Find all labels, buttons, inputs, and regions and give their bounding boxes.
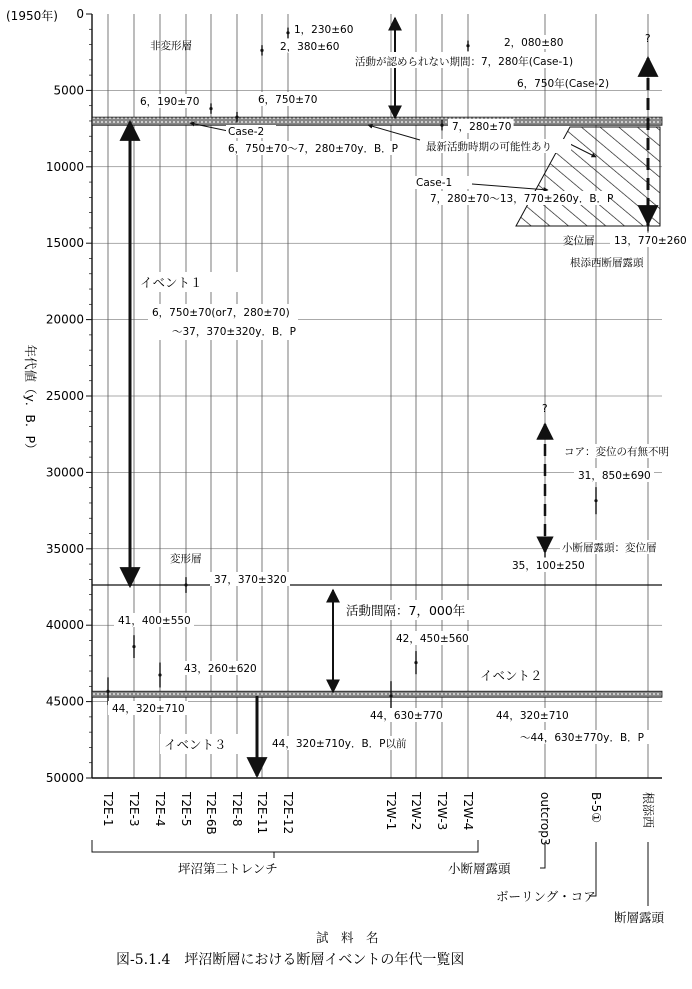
y-tick-label: 35000 <box>45 541 84 556</box>
data-label: 2，380±60 <box>280 41 340 53</box>
data-point <box>389 694 392 697</box>
x-axis-label: 試 料 名 <box>316 930 379 945</box>
data-label: 6，190±70 <box>140 96 200 108</box>
y-tick-label: 5000 <box>53 83 84 98</box>
event1-range-a: 6，750±70(or7，280±70) <box>152 307 290 319</box>
data-label: 41，400±550 <box>118 615 191 627</box>
y-tick-label: 10000 <box>45 159 84 174</box>
data-label: 35，100±250 <box>512 560 585 572</box>
y-tick-label: 50000 <box>45 771 84 785</box>
y-tick-label: 40000 <box>45 618 84 633</box>
data-point <box>158 673 161 676</box>
case1-range-label: 7，280±70～13，770±260y．B．P <box>430 193 614 205</box>
data-point <box>286 31 289 34</box>
x-tick-label: 根添西 <box>641 792 655 829</box>
x-tick-label: T2E-8 <box>230 792 244 827</box>
data-point <box>414 661 417 664</box>
y-axis-unit: (1950年) <box>6 9 58 23</box>
displaced-layer-label: 変位層 <box>563 235 595 247</box>
data-point <box>106 690 109 693</box>
y-axis-label: 年代値（y．B．P） <box>23 344 38 456</box>
data-point <box>184 583 187 586</box>
data-label: 44，320±710 <box>112 703 185 715</box>
trench-bracket <box>92 840 478 852</box>
case2-label: Case-2 <box>228 126 265 138</box>
no-activity-period-label: 活動が認められない期間：7，280年(Case-1) <box>355 56 574 68</box>
event3-label: イベント３ <box>164 737 227 752</box>
latest-activity-pointer-left <box>368 125 420 140</box>
x-tick-label: T2W-4 <box>461 792 475 831</box>
data-label: 13，770±260 <box>614 235 687 247</box>
outcrop-leader <box>540 842 545 868</box>
question-mid: ? <box>542 403 548 415</box>
y-tick-label: 25000 <box>45 389 84 403</box>
no-activity-case2-label: 6，750年(Case-2) <box>517 78 610 90</box>
case1-label: Case-1 <box>416 177 453 189</box>
event1-label: イベント１ <box>140 275 203 290</box>
question-top: ? <box>645 33 651 45</box>
event2-label: イベント２ <box>480 668 543 683</box>
event2-range-a: 44，320±710 <box>496 710 569 722</box>
data-label: 2，080±80 <box>504 37 564 49</box>
data-label: 31，850±690 <box>578 470 651 482</box>
x-tick-label: T2E-4 <box>153 792 167 827</box>
event2-range-b: ～44，630±770y．B．P <box>520 732 644 744</box>
case1-pointer <box>472 184 548 190</box>
x-tick-label: T2W-3 <box>435 792 449 831</box>
y-tick-label: 30000 <box>45 465 84 480</box>
data-point <box>594 499 597 502</box>
figure-caption: 図-5.1.4 坪沼断層における断層イベントの年代一覧図 <box>116 952 465 968</box>
x-tick-label: outcrop3 <box>538 792 552 846</box>
latest-activity-label: 最新活動時期の可能性あり <box>426 141 552 153</box>
x-tick-label: T2E-12 <box>281 792 295 835</box>
y-tick-label: 0 <box>76 7 84 21</box>
event3-range-label: 44，320±710y．B．P以前 <box>272 738 407 750</box>
core-note: コア：変位の有無不明 <box>564 446 669 458</box>
x-tick-label: T2W-1 <box>384 792 398 831</box>
data-point <box>132 645 135 648</box>
data-label: 1，230±60 <box>294 24 354 36</box>
y-tick-label: 20000 <box>45 312 84 327</box>
data-label: 43，260±620 <box>184 663 257 675</box>
small-fault-note: 小断層露頭：変位層 <box>562 542 657 554</box>
event1-range-b: ～37，370±320y．B．P <box>172 326 296 338</box>
x-tick-labels <box>101 791 656 846</box>
x-tick-label: B-5① <box>589 792 603 823</box>
data-label: 37，370±320 <box>214 574 287 586</box>
core-leader <box>590 842 596 896</box>
x-tick-label: T2W-2 <box>409 792 423 831</box>
x-tick-label: T2E-1 <box>101 792 115 827</box>
data-label: 6，750±70 <box>258 94 318 106</box>
activity-interval-label: 活動間隔：7，000年 <box>346 603 466 618</box>
data-point <box>260 49 263 52</box>
deformed-layer-label: 変形層 <box>170 553 202 565</box>
y-tick-label: 45000 <box>45 694 84 709</box>
event-band <box>92 117 662 125</box>
data-point <box>440 124 443 127</box>
x-tick-label: T2E-6B <box>204 792 218 835</box>
y-axis <box>46 7 92 785</box>
group-small-fault: 小断層露頭 <box>448 861 511 876</box>
group-trench: 坪沼第二トレンチ <box>178 861 278 876</box>
case2-range-label: 6，750±70～7，280±70y．B．P <box>228 143 399 155</box>
data-point <box>466 44 469 47</box>
data-point <box>209 107 212 110</box>
x-tick-label: T2E-11 <box>255 792 269 835</box>
data-label: 44，630±770 <box>370 710 443 722</box>
non-deformed-label: 非変形層 <box>150 40 192 52</box>
nezoenishi-outcrop-label: 根添西断層露頭 <box>570 257 644 269</box>
data-label: 42，450±560 <box>396 633 469 645</box>
event-band <box>92 691 662 697</box>
data-point <box>235 116 238 119</box>
group-fault-outcrop: 断層露頭 <box>614 910 665 925</box>
group-core: ボーリング・コア <box>496 889 596 904</box>
x-tick-label: T2E-3 <box>127 792 141 827</box>
y-tick-label: 15000 <box>45 236 84 251</box>
x-tick-label: T2E-5 <box>179 792 193 827</box>
data-label: 7，280±70 <box>452 121 512 133</box>
